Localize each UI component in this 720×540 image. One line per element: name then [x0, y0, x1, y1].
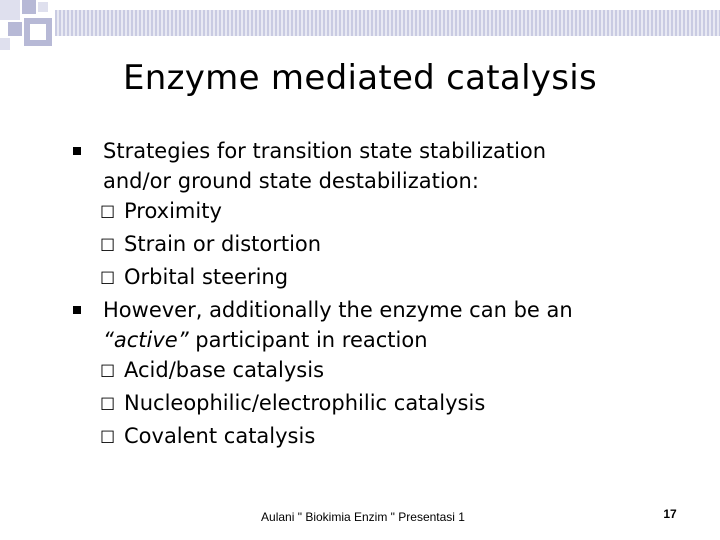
slide-footer: Aulani " Biokimia Enzim " Presentasi 1 — [261, 510, 465, 524]
sub-bullet-item — [72, 355, 692, 388]
sub-bullet-text: Acid/base catalysis — [124, 358, 325, 382]
checkbox-bullet-icon: ☐ — [100, 362, 116, 382]
checkbox-bullet-icon: ☐ — [100, 395, 116, 415]
bullet-text-line — [103, 325, 692, 355]
sub-bullet-item — [72, 229, 692, 262]
sub-bullet-item — [72, 196, 692, 229]
bullet-text-line: Strategies for transition state stabilization — [103, 139, 547, 163]
bullet-item — [72, 136, 692, 196]
checkbox-bullet-icon: ☐ — [100, 269, 116, 289]
sub-bullet-text: Nucleophilic/electrophilic catalysis — [124, 391, 486, 415]
italic-text: “active” — [103, 328, 189, 352]
bullet-text-line: and/or ground state destabilization: — [103, 169, 479, 193]
square-bullet-icon — [73, 147, 81, 155]
sub-bullet-item — [72, 388, 692, 421]
checkbox-bullet-icon: ☐ — [100, 236, 116, 256]
top-decorative-bar — [55, 10, 720, 36]
square-bullet-icon — [73, 306, 81, 314]
page-number: 17 — [663, 507, 677, 521]
sub-bullet-text: Strain or distortion — [124, 232, 322, 256]
checkbox-bullet-icon: ☐ — [100, 428, 116, 448]
checkbox-bullet-icon: ☐ — [100, 203, 116, 223]
bullet-text-rest: participant in reaction — [188, 328, 428, 352]
bullet-item — [72, 295, 692, 355]
sub-bullet-item — [72, 262, 692, 295]
slide-title: Enzyme mediated catalysis — [122, 58, 598, 98]
sub-bullet-text: Proximity — [124, 199, 222, 223]
slide-content — [72, 136, 692, 454]
bullet-text-line: However, additionally the enzyme can be an — [103, 298, 573, 322]
sub-bullet-text: Covalent catalysis — [124, 424, 316, 448]
sub-bullet-item — [72, 421, 692, 454]
sub-bullet-text: Orbital steering — [124, 265, 289, 289]
